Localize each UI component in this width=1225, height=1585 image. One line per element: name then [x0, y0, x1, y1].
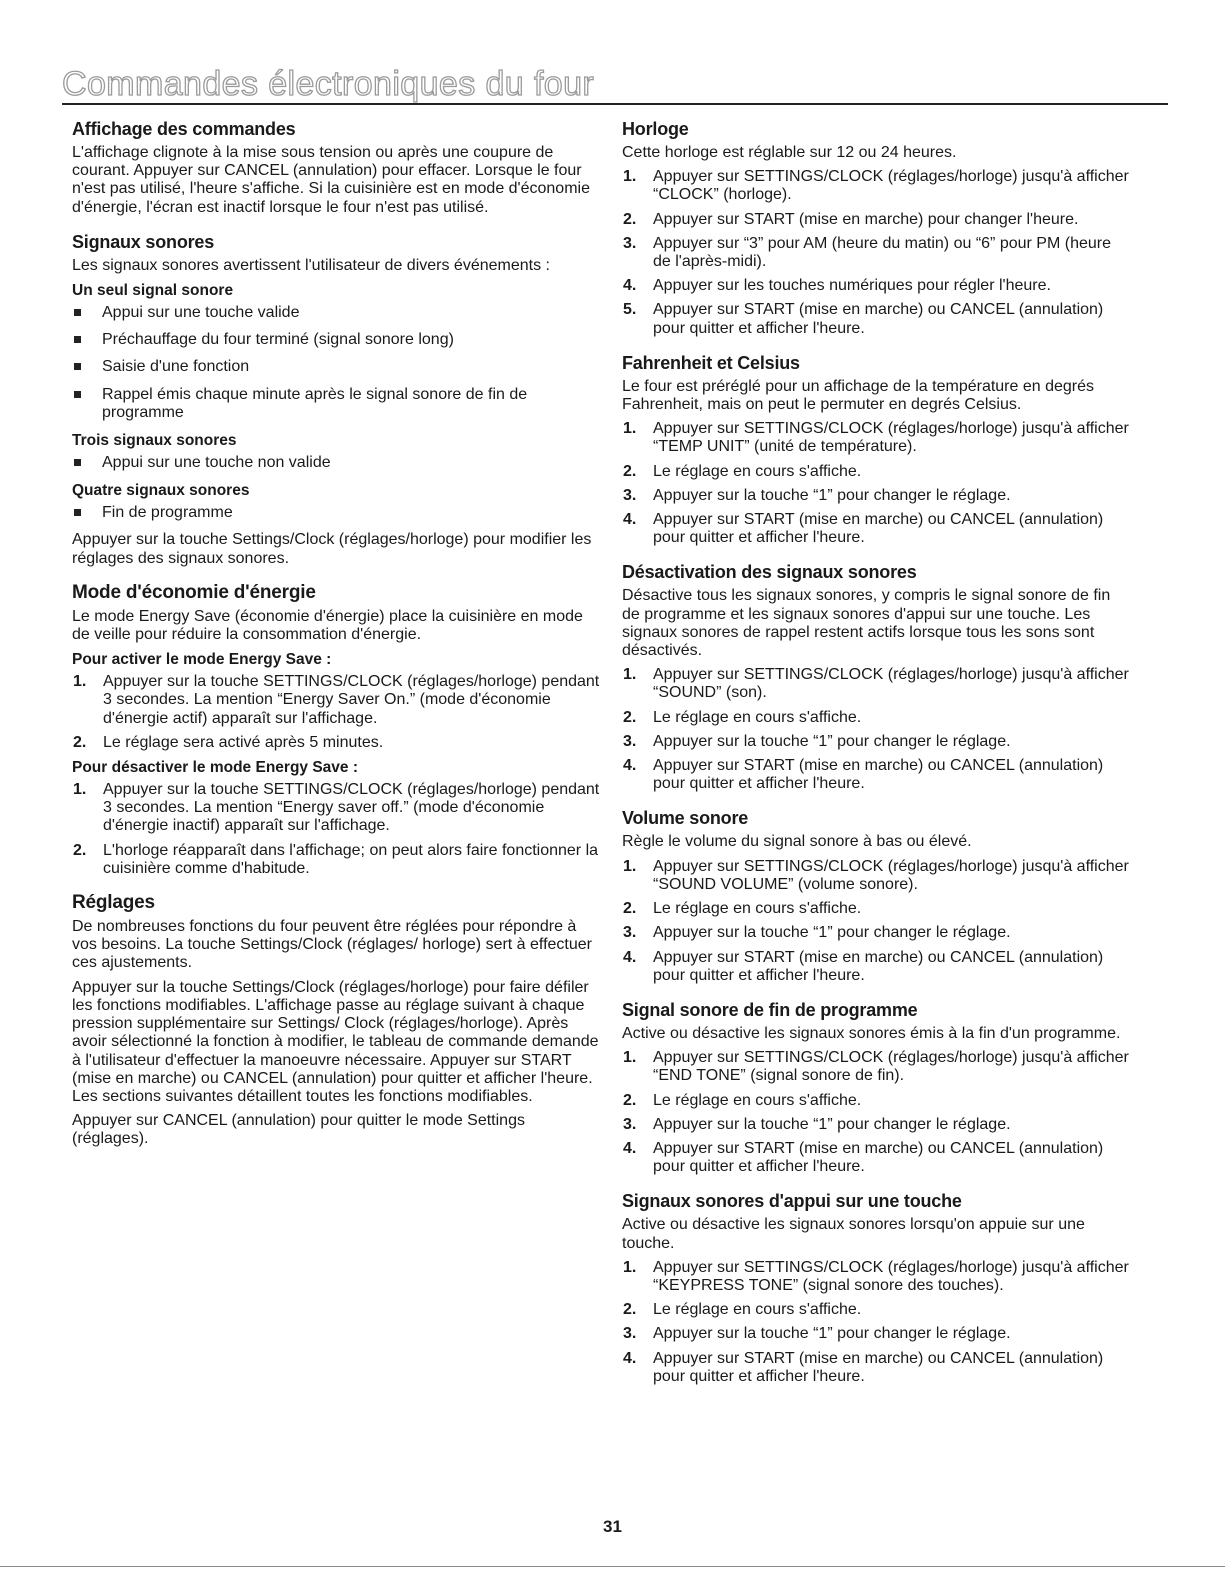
step-number: 4. [623, 277, 637, 295]
step-number: 2. [623, 708, 637, 726]
step-item [622, 949, 1132, 985]
subheading: Trois signaux sonores [72, 432, 237, 450]
step-item [622, 1301, 1132, 1319]
list-item [72, 386, 600, 422]
section-horloge [622, 118, 1132, 338]
step-text: Appuyer sur START (mise en marche) ou CANCEL (annulation) pour quitter et afficher l'heure. [653, 1139, 1104, 1176]
step-item [622, 1325, 1132, 1343]
step-item [622, 211, 1132, 229]
square-bullet-icon [74, 391, 81, 398]
step-text: Appuyer sur SETTINGS/CLOCK (réglages/horloge) jusqu'à afficher “END TONE” (signal sonore de fin). [653, 1049, 1129, 1085]
step-list [622, 1259, 1132, 1386]
section-intro: Les signaux sonores avertissent l'utilisateur de divers événements : [72, 256, 550, 274]
step-text: Appuyer sur la touche “1” pour changer le réglage. [653, 1115, 1011, 1133]
bullet-list [72, 304, 600, 422]
step-number: 2. [623, 1091, 637, 1109]
step-text: Appuyer sur la touche SETTINGS/CLOCK (réglages/horloge) pendant 3 secondes. La mention “Energy saver off.” (mode d'économie d'énergie inactif) apparaît sur l'affichage. [103, 781, 600, 835]
step-number: 1. [623, 420, 637, 438]
section-heading: Signaux sonores [72, 231, 215, 252]
section-desactivation [622, 561, 1132, 793]
step-item [622, 420, 1132, 456]
section-heading: Volume sonore [622, 808, 749, 829]
step-text: Le réglage en cours s'affiche. [653, 462, 862, 480]
step-number: 1. [623, 857, 637, 875]
step-item [622, 1092, 1132, 1110]
step-number: 2. [623, 210, 637, 228]
list-item-text: Appui sur une touche non valide [102, 454, 331, 472]
section-text: Cette horloge est réglable sur 12 ou 24 heures. [622, 144, 957, 161]
step-item [72, 673, 600, 728]
square-bullet-icon [74, 309, 81, 316]
section-heading: Signaux sonores d'appui sur une touche [622, 1191, 962, 1212]
step-text: Appuyer sur SETTINGS/CLOCK (réglages/horloge) jusqu'à afficher “TEMP UNIT” (unité de température). [653, 420, 1129, 456]
section-fahrenheit [622, 352, 1132, 548]
subheading: Un seul signal sonore [72, 282, 234, 300]
title-rule [62, 103, 1168, 105]
step-item [622, 463, 1132, 481]
step-number: 4. [623, 1139, 637, 1157]
section-heading: Signal sonore de fin de programme [622, 999, 918, 1020]
step-text: Appuyer sur START (mise en marche) ou CANCEL (annulation) pour quitter et afficher l'heure. [653, 1349, 1104, 1385]
square-bullet-icon [74, 459, 81, 466]
list-item [72, 454, 600, 472]
list-item [72, 504, 600, 522]
step-item [622, 168, 1132, 204]
step-item [622, 487, 1132, 505]
step-text: Le réglage en cours s'affiche. [653, 1091, 862, 1109]
step-text: Appuyer sur SETTINGS/CLOCK (réglages/horloge) jusqu'à afficher “SOUND VOLUME” (volume sonore). [653, 857, 1129, 893]
step-text: Appuyer sur la touche “1” pour changer le réglage. [653, 732, 1011, 750]
section-appui-touche [622, 1190, 1132, 1386]
step-text: Le réglage en cours s'affiche. [653, 708, 862, 726]
square-bullet-icon [74, 336, 81, 343]
section-text: L'affichage clignote à la mise sous tension ou après une coupure de courant. Appuyer sur CANCEL (annulation) pour effacer. Lorsque le four n'est pas utilisé, l'heure s'affiche. Si la cuisinière est en mode d'économie d'énergie, l'écran est inactif lorsque le four n'est pas utilisé. [72, 144, 590, 216]
step-text: Appuyer sur les touches numériques pour régler l'heure. [653, 277, 1051, 295]
step-item [622, 1259, 1132, 1295]
step-item [622, 235, 1132, 271]
square-bullet-icon [74, 509, 81, 516]
step-text: Appuyer sur START (mise en marche) ou CANCEL (annulation) pour quitter et afficher l'heure. [653, 948, 1104, 984]
list-item-text: Rappel émis chaque minute après le signal sonore de fin de programme [102, 385, 528, 421]
section-text: Règle le volume du signal sonore à bas ou élevé. [622, 833, 972, 851]
section-heading: Horloge [622, 119, 689, 139]
step-list [622, 168, 1132, 338]
step-item [622, 709, 1132, 727]
step-text: Le réglage en cours s'affiche. [653, 900, 862, 918]
step-number: 3. [623, 234, 637, 252]
section-heading: Affichage des commandes [72, 119, 296, 139]
subheading: Pour désactiver le mode Energy Save : [72, 759, 359, 777]
subheading: Pour activer le mode Energy Save : [72, 651, 332, 669]
step-number: 1. [73, 673, 87, 691]
section-reglages [72, 892, 600, 1148]
bullet-list [72, 454, 600, 472]
step-text: Appuyer sur SETTINGS/CLOCK (réglages/horloge) jusqu'à afficher “SOUND” (son). [653, 666, 1129, 702]
list-item [72, 304, 600, 322]
step-item [622, 277, 1132, 295]
step-text: Appuyer sur la touche SETTINGS/CLOCK (réglages/horloge) pendant 3 secondes. La mention “Energy Saver On.” (mode d'économie d'énergie actif) apparaît sur l'affichage. [103, 673, 600, 727]
list-item [72, 331, 600, 349]
step-item [622, 858, 1132, 894]
step-list [622, 420, 1132, 547]
section-energie [72, 582, 600, 878]
step-item [622, 924, 1132, 942]
bottom-rule [0, 1566, 1225, 1567]
step-number: 4. [623, 948, 637, 966]
step-text: Le réglage en cours s'affiche. [653, 1301, 862, 1319]
bullet-list [72, 504, 600, 522]
step-item [72, 842, 600, 878]
step-item [72, 781, 600, 836]
step-text: Appuyer sur SETTINGS/CLOCK (réglages/horloge) jusqu'à afficher “KEYPRESS TONE” (signal sonore des touches). [653, 1258, 1129, 1294]
section-heading: Désactivation des signaux sonores [622, 562, 917, 583]
section-heading: Mode d'économie d'énergie [72, 581, 316, 603]
step-number: 2. [623, 1301, 637, 1319]
step-item [622, 733, 1132, 751]
step-number: 2. [623, 462, 637, 480]
step-text: Appuyer sur la touche “1” pour changer le réglage. [653, 486, 1011, 504]
step-number: 3. [623, 732, 637, 750]
step-text: Appuyer sur START (mise en marche) ou CANCEL (annulation) pour quitter et afficher l'heure. [653, 301, 1104, 337]
section-text: Désactive tous les signaux sonores, y compris le signal sonore de fin de programme et les signaux sonores d'appui sur une touche. Les signaux sonores de rappel restent actifs lorsque tous les sons sont désactivés. [622, 587, 1111, 660]
section-text: Le mode Energy Save (économie d'énergie) place la cuisinière en mode de veille pour réduire la consommation d'énergie. [72, 607, 583, 644]
subheading: Quatre signaux sonores [72, 482, 250, 500]
step-number: 2. [623, 900, 637, 918]
section-heading: Fahrenheit et Celsius [622, 352, 800, 373]
section-text: Appuyer sur la touche Settings/Clock (réglages/horloge) pour faire défiler les fonctions modifiables. L'affichage passe au réglage suivant à chaque pression supplémentaire sur Settings/ Clock (réglages/horloge). Après avoir sélectionné la fonction à modifier, le tableau de commande demande à l'utilisateur d'effectuer la manoeuvre nécessaire. Appuyer sur START (mise en marche) ou CANCEL (annulation) pour quitter et afficher l'heure. Les sections suivantes détaillent toutes les fonctions modifiables. [72, 978, 599, 1105]
step-text: Appuyer sur START (mise en marche) ou CANCEL (annulation) pour quitter et afficher l'heure. [653, 757, 1104, 793]
step-number: 3. [623, 1325, 637, 1343]
list-item-text: Fin de programme [102, 504, 233, 522]
step-list [72, 781, 600, 878]
step-list [622, 1049, 1132, 1176]
step-number: 4. [623, 757, 637, 775]
step-text: Appuyer sur SETTINGS/CLOCK (réglages/horloge) jusqu'à afficher “CLOCK” (horloge). [653, 168, 1129, 204]
section-heading: Réglages [72, 892, 155, 914]
step-number: 3. [623, 1115, 637, 1133]
step-number: 4. [623, 1349, 637, 1367]
step-text: Appuyer sur START (mise en marche) ou CANCEL (annulation) pour quitter et afficher l'heure. [653, 511, 1104, 547]
section-text: Active ou désactive les signaux sonores émis à la fin d'un programme. [622, 1024, 1121, 1042]
step-number: 5. [623, 301, 637, 319]
step-text: Appuyer sur la touche “1” pour changer le réglage. [653, 1325, 1011, 1343]
list-item-text: Saisie d'une fonction [102, 358, 250, 376]
step-item [622, 301, 1132, 337]
section-text: Appuyer sur CANCEL (annulation) pour quitter le mode Settings (réglages). [72, 1112, 525, 1148]
list-item-text: Préchauffage du four terminé (signal sonore long) [102, 331, 454, 349]
step-number: 2. [73, 841, 87, 859]
step-number: 3. [623, 486, 637, 504]
step-list [622, 666, 1132, 793]
step-list [622, 858, 1132, 985]
step-text: L'horloge réapparaît dans l'affichage; on peut alors faire fonctionner la cuisinière comme d'habitude. [103, 841, 599, 877]
left-column [72, 118, 600, 1163]
section-text: De nombreuses fonctions du four peuvent être réglées pour répondre à vos besoins. La touche Settings/Clock (réglages/ horloge) sert à effectuer ces ajustements. [72, 918, 592, 972]
page-title: Commandes électroniques du four [62, 65, 595, 103]
list-item-text: Appui sur une touche valide [102, 304, 300, 322]
section-affichage [72, 118, 600, 217]
step-text: Appuyer sur la touche “1” pour changer le réglage. [653, 924, 1011, 942]
step-number: 3. [623, 924, 637, 942]
step-number: 1. [623, 1258, 637, 1276]
step-item [622, 1350, 1132, 1386]
square-bullet-icon [74, 363, 81, 370]
section-outro: Appuyer sur la touche Settings/Clock (réglages/horloge) pour modifier les réglages des signaux sonores. [72, 531, 592, 567]
step-list [72, 673, 600, 752]
step-number: 4. [623, 511, 637, 529]
page-number: 31 [603, 1517, 622, 1536]
step-number: 1. [623, 1049, 637, 1067]
step-item [72, 734, 600, 752]
step-item [622, 1116, 1132, 1134]
step-text: Appuyer sur “3” pour AM (heure du matin) ou “6” pour PM (heure de l'après-midi). [653, 234, 1111, 271]
step-text: Le réglage sera activé après 5 minutes. [103, 733, 384, 751]
section-text: Le four est préréglé pour un affichage de la température en degrés Fahrenheit, mais on peut le permuter en degrés Celsius. [622, 377, 1095, 414]
section-fin-programme [622, 999, 1132, 1176]
section-text: Active ou désactive les signaux sonores lorsqu'on appuie sur une touche. [622, 1216, 1085, 1252]
step-text: Appuyer sur START (mise en marche) pour changer l'heure. [653, 210, 1079, 228]
section-signaux [72, 231, 600, 568]
step-item [622, 1049, 1132, 1085]
section-volume [622, 807, 1132, 984]
step-number: 1. [623, 666, 637, 684]
list-item [72, 358, 600, 376]
step-item [622, 1140, 1132, 1176]
step-item [622, 900, 1132, 918]
step-item [622, 666, 1132, 702]
step-item [622, 757, 1132, 793]
step-number: 1. [73, 781, 87, 799]
right-column [622, 118, 1132, 1400]
step-number: 2. [73, 733, 87, 751]
step-number: 1. [623, 168, 637, 186]
step-item [622, 511, 1132, 547]
